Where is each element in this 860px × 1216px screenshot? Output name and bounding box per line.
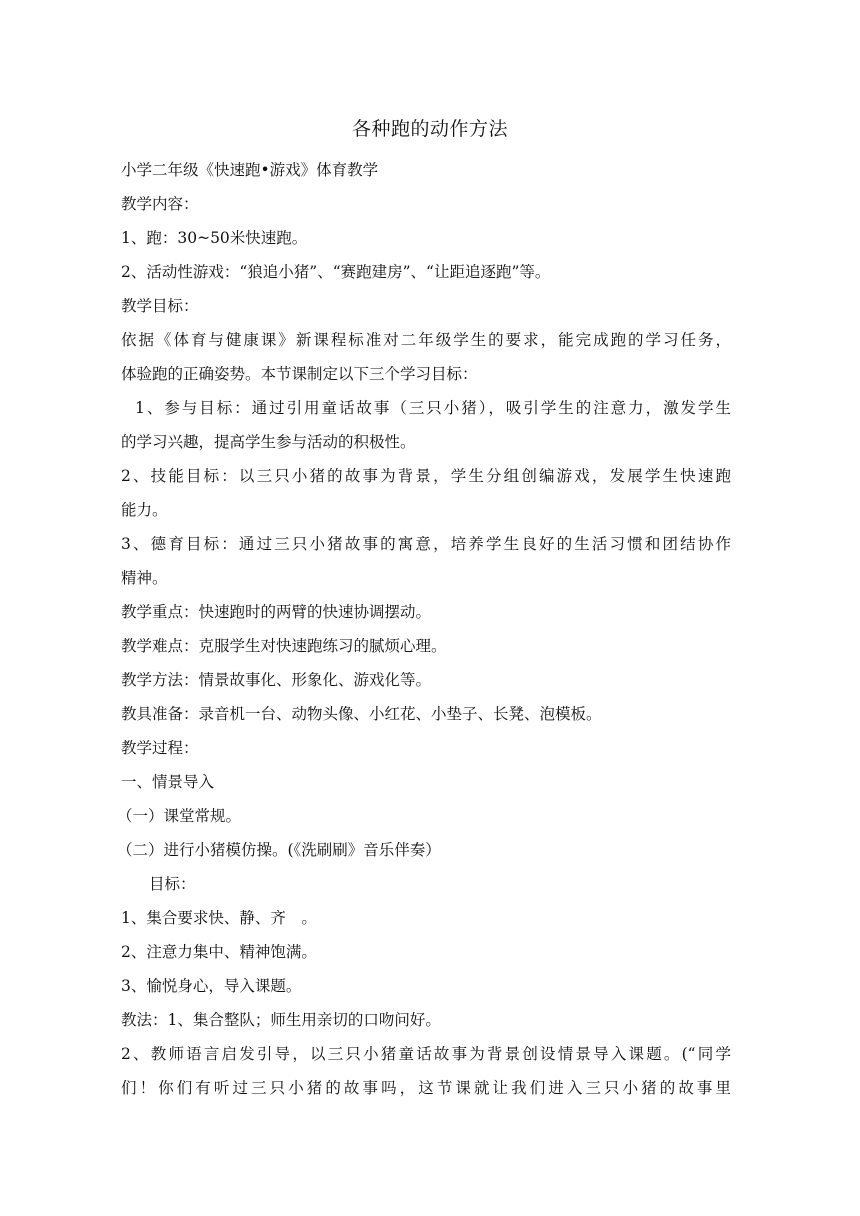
text-line: （二）进行小猪模仿操。(《洗刷刷》音乐伴奏） xyxy=(117,841,441,859)
text-line: 教学难点：克服学生对快速跑练习的腻烦心理。 xyxy=(121,637,447,655)
text-line: 2、技能目标：以三只小猪的故事为背景，学生分组创编游戏，发展学生快速跑 xyxy=(121,467,731,485)
text-line: 3、德育目标：通过三只小猪故事的寓意，培养学生良好的生活习惯和团结协作 xyxy=(121,535,731,553)
text-line: 1、参与目标：通过引用童话故事（三只小猪），吸引学生的注意力，激发学生 xyxy=(135,399,731,417)
text-line: 2、教师语言启发引导，以三只小猪童话故事为背景创设情景导入课题。(“同学 xyxy=(121,1045,731,1063)
text-line: 依据《体育与健康课》新课程标准对二年级学生的要求，能完成跑的学习任务， xyxy=(121,331,731,349)
text-line: 教学方法：情景故事化、形象化、游戏化等。 xyxy=(121,671,432,689)
text-line: 3、愉悦身心，导入课题。 xyxy=(121,977,302,995)
text-line: 的学习兴趣，提高学生参与活动的积极性。 xyxy=(121,433,416,451)
text-line: 教学过程： xyxy=(121,739,199,757)
text-line: （一）课堂常规。 xyxy=(117,807,242,825)
text-line: 教具准备：录音机一台、动物头像、小红花、小垫子、长凳、泡模板。 xyxy=(121,705,602,723)
text-line: 精神。 xyxy=(121,569,168,587)
text-line: 小学二年级《快速跑•游戏》体育教学 xyxy=(121,161,379,179)
document-title: 各种跑的动作方法 xyxy=(351,118,508,140)
text-line: 们！你们有听过三只小猪的故事吗，这节课就让我们进入三只小猪的故事里 xyxy=(121,1079,731,1097)
text-line: 教学重点：快速跑时的两臂的快速协调摆动。 xyxy=(121,603,432,621)
text-line: 教学目标： xyxy=(121,297,199,315)
document-body xyxy=(117,153,731,1105)
text-line: 能力。 xyxy=(121,501,168,519)
text-line: 目标： xyxy=(149,875,196,893)
text-line: 一、情景导入 xyxy=(121,773,215,791)
text-line: 教法：1、集合整队；师生用亲切的口吻问好。 xyxy=(121,1011,441,1029)
text-line: 1、集合要求快、静、齐 。 xyxy=(121,909,317,927)
text-line: 2、注意力集中、精神饱满。 xyxy=(121,943,317,961)
text-line: 体验跑的正确姿势。本节课制定以下三个学习目标： xyxy=(121,365,478,383)
text-line: 2、活动性游戏：“狼追小猪”、“赛跑建房”、“让距追逐跑”等。 xyxy=(121,263,551,281)
text-line: 教学内容： xyxy=(121,195,199,213)
text-line: 1、跑：30~50米快速跑。 xyxy=(121,229,308,247)
